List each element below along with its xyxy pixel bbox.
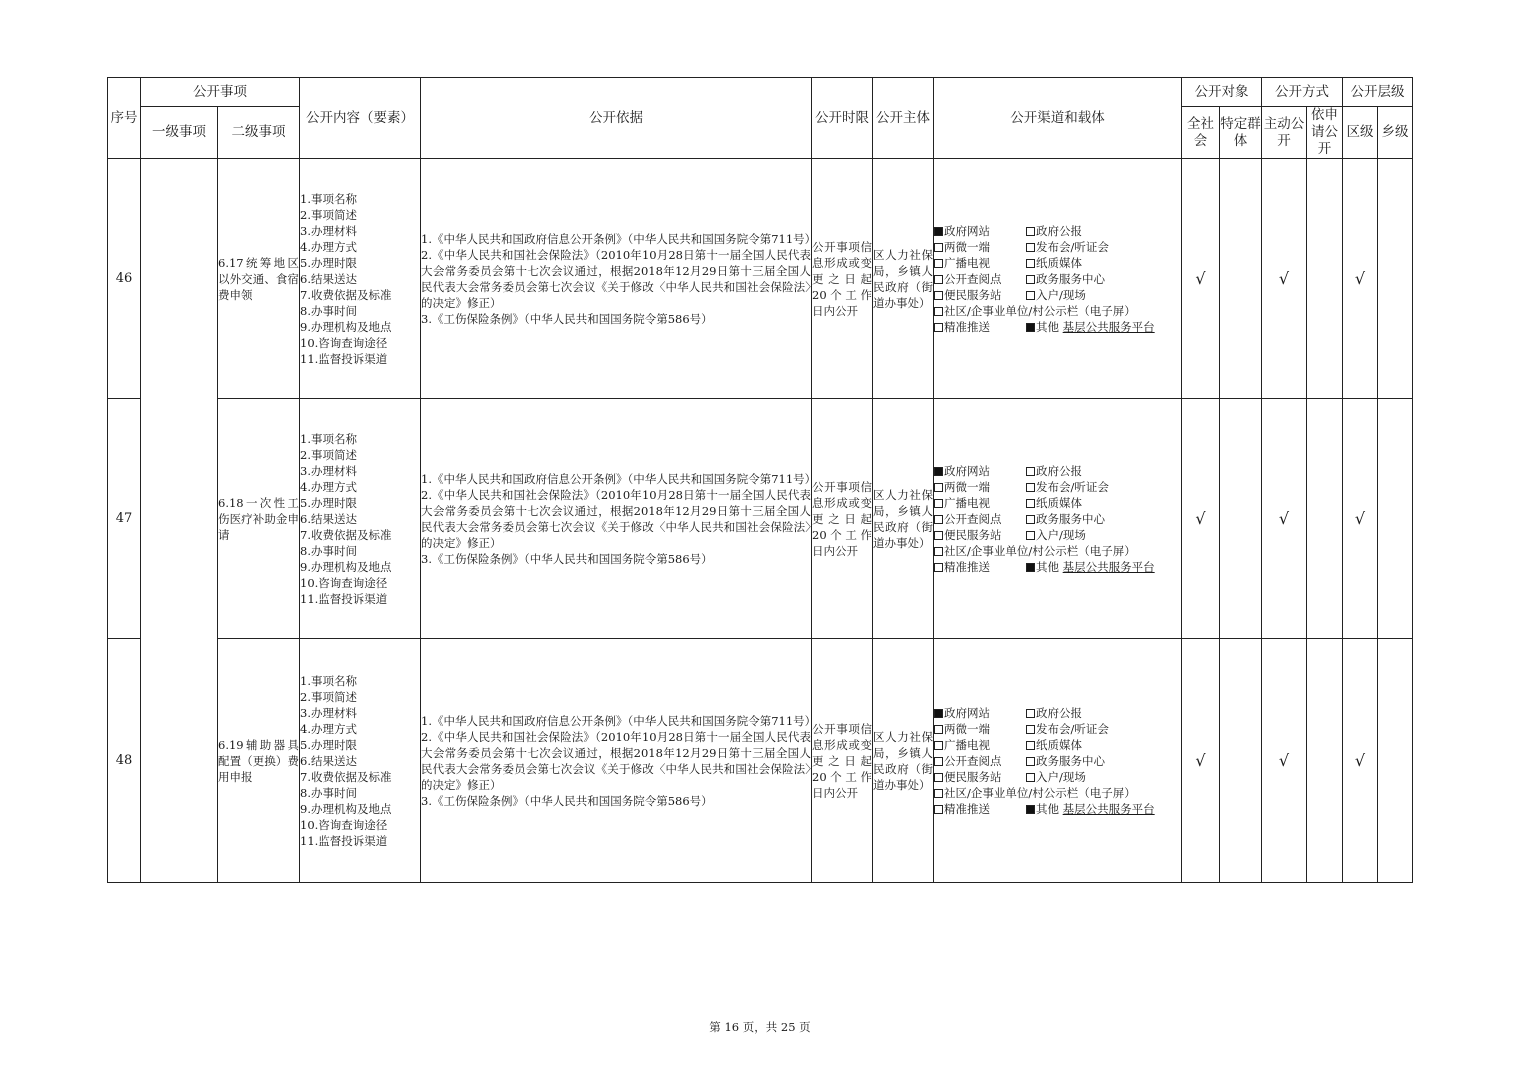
checkbox-icon xyxy=(1026,515,1035,524)
mark-all-society: √ xyxy=(1182,639,1220,883)
content-item: 6.结果送达 xyxy=(300,753,357,768)
channel-label: 政府公报 xyxy=(1036,223,1082,238)
channel-label: 其他 xyxy=(1036,319,1059,334)
checkbox-icon xyxy=(1026,243,1035,252)
channel-label: 社区/企事业单位/村公示栏（电子屏） xyxy=(944,303,1136,318)
header-seq: 序号 xyxy=(108,78,141,159)
content-item: 1.事项名称 xyxy=(300,191,357,206)
header-basis: 公开依据 xyxy=(421,78,812,159)
content-item: 3.办理材料 xyxy=(300,705,357,720)
channel-label: 政务服务中心 xyxy=(1036,753,1105,768)
header-level1: 一级事项 xyxy=(141,107,218,159)
header-level2: 二级事项 xyxy=(218,107,300,159)
content-item: 7.收费依据及标准 xyxy=(300,769,392,784)
channel-list xyxy=(934,159,1182,399)
mark-active: √ xyxy=(1262,399,1307,639)
checkbox-icon xyxy=(934,291,943,300)
content-item: 4.办理方式 xyxy=(300,239,357,254)
checkbox-icon xyxy=(1026,483,1035,492)
other-channel-text: 基层公共服务平台 xyxy=(1062,319,1155,334)
channel-row xyxy=(934,769,1181,785)
channel-row xyxy=(934,463,1181,479)
mark-on-request xyxy=(1307,639,1343,883)
channel-label: 纸质媒体 xyxy=(1036,255,1082,270)
mark-all-society: √ xyxy=(1182,159,1220,399)
content-item: 8.办事时间 xyxy=(300,785,357,800)
checkbox-icon xyxy=(934,467,943,476)
header-target-all: 全社会 xyxy=(1182,107,1220,159)
content-item: 4.办理方式 xyxy=(300,721,357,736)
checkbox-icon xyxy=(1026,275,1035,284)
mark-town xyxy=(1378,399,1413,639)
content-item: 7.收费依据及标准 xyxy=(300,287,392,302)
header-target-group: 公开对象 xyxy=(1182,78,1262,107)
content-item: 2.事项简述 xyxy=(300,447,357,462)
mark-active: √ xyxy=(1262,639,1307,883)
channel-row xyxy=(934,287,1181,303)
content-list xyxy=(300,399,421,639)
disclosure-subject: 区人力社保局，乡镇人民政府（街道办事处） xyxy=(873,639,934,883)
mark-specific-group xyxy=(1220,399,1262,639)
mark-district: √ xyxy=(1343,639,1378,883)
mark-town xyxy=(1378,639,1413,883)
table-row xyxy=(108,159,1413,399)
basis-item: 2.《中华人民共和国社会保险法》（2010年10月28日第十一届全国人民代表大会常务委员会第十七次会议通过，根据2018年12月29日第十三届全国人民代表大会常务委员会第七次会议《关于修改〈中华人民共和国社会保险法〉的决定》修正） xyxy=(421,729,811,792)
content-item: 2.事项简述 xyxy=(300,207,357,222)
checkbox-icon xyxy=(934,789,943,798)
time-limit: 公开事项信息形成或变更之日起20个工作日内公开 xyxy=(812,639,873,883)
header-level-district: 区级 xyxy=(1343,107,1378,159)
channel-label: 便民服务站 xyxy=(944,287,1002,302)
checkbox-icon xyxy=(934,275,943,284)
channel-label: 两微一端 xyxy=(944,239,990,254)
checkbox-icon xyxy=(934,307,943,316)
channel-label: 入户/现场 xyxy=(1036,769,1086,784)
content-item: 11.监督投诉渠道 xyxy=(300,833,388,848)
checkbox-icon xyxy=(1026,323,1035,332)
channel-row xyxy=(934,255,1181,271)
channel-row xyxy=(934,495,1181,511)
channel-row xyxy=(934,527,1181,543)
content-item: 2.事项简述 xyxy=(300,689,357,704)
content-list xyxy=(300,159,421,399)
channel-row xyxy=(934,239,1181,255)
checkbox-icon xyxy=(1026,805,1035,814)
checkbox-icon xyxy=(934,323,943,332)
level2-item: 6.18一次性工伤医疗补助金申请 xyxy=(218,399,300,639)
content-item: 11.监督投诉渠道 xyxy=(300,351,388,366)
channel-row xyxy=(934,223,1181,239)
header-level-group: 公开层级 xyxy=(1343,78,1413,107)
checkbox-icon xyxy=(1026,531,1035,540)
mark-town xyxy=(1378,159,1413,399)
channel-row xyxy=(934,737,1181,753)
checkbox-icon xyxy=(1026,757,1035,766)
channel-label: 政府公报 xyxy=(1036,463,1082,478)
channel-label: 其他 xyxy=(1036,801,1059,816)
checkbox-icon xyxy=(934,725,943,734)
content-item: 6.结果送达 xyxy=(300,511,357,526)
channel-label: 社区/企事业单位/村公示栏（电子屏） xyxy=(944,785,1136,800)
content-item: 5.办理时限 xyxy=(300,255,357,270)
basis-list xyxy=(421,399,817,639)
content-item: 9.办理机构及地点 xyxy=(300,319,392,334)
content-item: 10.咨询查询途径 xyxy=(300,575,388,590)
channel-list xyxy=(934,399,1182,639)
time-limit: 公开事项信息形成或变更之日起20个工作日内公开 xyxy=(812,159,873,399)
header-target-specific: 特定群体 xyxy=(1220,107,1262,159)
channel-label: 纸质媒体 xyxy=(1036,495,1082,510)
table-row xyxy=(108,639,1413,883)
checkbox-icon xyxy=(934,243,943,252)
checkbox-icon xyxy=(934,757,943,766)
content-item: 9.办理机构及地点 xyxy=(300,559,392,574)
header-method-group: 公开方式 xyxy=(1262,78,1343,107)
checkbox-icon xyxy=(934,499,943,508)
channel-label: 发布会/听证会 xyxy=(1036,721,1109,736)
channel-label: 政府网站 xyxy=(944,223,990,238)
disclosure-subject: 区人力社保局，乡镇人民政府（街道办事处） xyxy=(873,159,934,399)
header-method-request: 依申请公开 xyxy=(1307,107,1343,159)
channel-row xyxy=(934,785,1181,801)
channel-label: 社区/企事业单位/村公示栏（电子屏） xyxy=(944,543,1136,558)
checkbox-icon xyxy=(934,547,943,556)
row-number: 47 xyxy=(108,399,141,639)
checkbox-icon xyxy=(934,773,943,782)
channel-row xyxy=(934,753,1181,769)
basis-list xyxy=(421,159,817,399)
content-item: 5.办理时限 xyxy=(300,495,357,510)
content-item: 3.办理材料 xyxy=(300,463,357,478)
header-items-group: 公开事项 xyxy=(141,78,300,107)
content-item: 7.收费依据及标准 xyxy=(300,527,392,542)
checkbox-icon xyxy=(934,741,943,750)
channel-label: 政务服务中心 xyxy=(1036,271,1105,286)
channel-label: 政务服务中心 xyxy=(1036,511,1105,526)
mark-specific-group xyxy=(1220,159,1262,399)
mark-all-society: √ xyxy=(1182,399,1220,639)
channel-row xyxy=(934,801,1181,817)
header-time-limit: 公开时限 xyxy=(812,78,873,159)
channel-row xyxy=(934,543,1181,559)
checkbox-icon xyxy=(1026,499,1035,508)
mark-district: √ xyxy=(1343,399,1378,639)
basis-item: 3.《工伤保险条例》（中华人民共和国国务院令第586号） xyxy=(421,311,713,326)
checkbox-icon xyxy=(1026,563,1035,572)
page-footer: 第 16 页，共 25 页 xyxy=(709,1020,811,1034)
channel-label: 便民服务站 xyxy=(944,769,1002,784)
header-subject: 公开主体 xyxy=(873,78,934,159)
channel-label: 其他 xyxy=(1036,559,1059,574)
channel-label: 公开查阅点 xyxy=(944,511,1002,526)
content-item: 3.办理材料 xyxy=(300,223,357,238)
content-list xyxy=(300,639,421,883)
row-number: 48 xyxy=(108,639,141,883)
content-item: 1.事项名称 xyxy=(300,431,357,446)
channel-label: 广播电视 xyxy=(944,255,990,270)
mark-on-request xyxy=(1307,159,1343,399)
table-body xyxy=(108,159,1413,883)
other-channel-text: 基层公共服务平台 xyxy=(1062,559,1155,574)
channel-label: 两微一端 xyxy=(944,479,990,494)
checkbox-icon xyxy=(1026,709,1035,718)
checkbox-icon xyxy=(1026,773,1035,782)
checkbox-icon xyxy=(1026,259,1035,268)
checkbox-icon xyxy=(1026,725,1035,734)
disclosure-subject: 区人力社保局，乡镇人民政府（街道办事处） xyxy=(873,399,934,639)
basis-item: 1.《中华人民共和国政府信息公开条例》（中华人民共和国国务院令第711号） xyxy=(421,471,817,486)
level2-item: 6.17统筹地区以外交通、食宿费申领 xyxy=(218,159,300,399)
basis-item: 2.《中华人民共和国社会保险法》（2010年10月28日第十一届全国人民代表大会常务委员会第十七次会议通过，根据2018年12月29日第十三届全国人民代表大会常务委员会第七次会议《关于修改〈中华人民共和国社会保险法〉的决定》修正） xyxy=(421,247,811,310)
channel-label: 纸质媒体 xyxy=(1036,737,1082,752)
checkbox-icon xyxy=(1026,227,1035,236)
disclosure-table xyxy=(107,77,1413,883)
channel-label: 广播电视 xyxy=(944,495,990,510)
basis-list xyxy=(421,639,817,883)
channel-label: 政府网站 xyxy=(944,705,990,720)
content-item: 10.咨询查询途径 xyxy=(300,335,388,350)
content-item: 5.办理时限 xyxy=(300,737,357,752)
mark-on-request xyxy=(1307,399,1343,639)
basis-item: 3.《工伤保险条例》（中华人民共和国国务院令第586号） xyxy=(421,551,713,566)
checkbox-icon xyxy=(934,515,943,524)
channel-label: 广播电视 xyxy=(944,737,990,752)
content-item: 9.办理机构及地点 xyxy=(300,801,392,816)
channel-label: 精准推送 xyxy=(944,319,990,334)
basis-item: 2.《中华人民共和国社会保险法》（2010年10月28日第十一届全国人民代表大会常务委员会第十七次会议通过，根据2018年12月29日第十三届全国人民代表大会常务委员会第七次会议《关于修改〈中华人民共和国社会保险法〉的决定》修正） xyxy=(421,487,811,550)
mark-specific-group xyxy=(1220,639,1262,883)
channel-row xyxy=(934,303,1181,319)
table-row xyxy=(108,399,1413,639)
channel-row xyxy=(934,271,1181,287)
channel-row xyxy=(934,319,1181,335)
mark-district: √ xyxy=(1343,159,1378,399)
checkbox-icon xyxy=(1026,467,1035,476)
content-item: 4.办理方式 xyxy=(300,479,357,494)
header-level-town: 乡级 xyxy=(1378,107,1413,159)
channel-row xyxy=(934,559,1181,575)
other-channel-text: 基层公共服务平台 xyxy=(1062,801,1155,816)
channel-list xyxy=(934,639,1182,883)
channel-label: 精准推送 xyxy=(944,801,990,816)
checkbox-icon xyxy=(934,709,943,718)
channel-label: 便民服务站 xyxy=(944,527,1002,542)
channel-label: 公开查阅点 xyxy=(944,271,1002,286)
header-content: 公开内容（要素） xyxy=(300,78,421,159)
content-item: 8.办事时间 xyxy=(300,543,357,558)
content-item: 6.结果送达 xyxy=(300,271,357,286)
channel-label: 公开查阅点 xyxy=(944,753,1002,768)
channel-label: 入户/现场 xyxy=(1036,287,1086,302)
header-method-active: 主动公开 xyxy=(1262,107,1307,159)
channel-label: 发布会/听证会 xyxy=(1036,479,1109,494)
mark-active: √ xyxy=(1262,159,1307,399)
channel-row xyxy=(934,479,1181,495)
checkbox-icon xyxy=(934,563,943,572)
channel-row xyxy=(934,721,1181,737)
level2-item: 6.19辅助器具配置（更换）费用申报 xyxy=(218,639,300,883)
time-limit: 公开事项信息形成或变更之日起20个工作日内公开 xyxy=(812,399,873,639)
checkbox-icon xyxy=(934,805,943,814)
checkbox-icon xyxy=(934,531,943,540)
channel-label: 发布会/听证会 xyxy=(1036,239,1109,254)
channel-row xyxy=(934,705,1181,721)
channel-row xyxy=(934,511,1181,527)
content-item: 1.事项名称 xyxy=(300,673,357,688)
level1-item-cell xyxy=(141,159,218,883)
checkbox-icon xyxy=(1026,741,1035,750)
row-number: 46 xyxy=(108,159,141,399)
content-item: 10.咨询查询途径 xyxy=(300,817,388,832)
checkbox-icon xyxy=(934,227,943,236)
content-item: 8.办事时间 xyxy=(300,303,357,318)
checkbox-icon xyxy=(934,259,943,268)
basis-item: 1.《中华人民共和国政府信息公开条例》（中华人民共和国国务院令第711号） xyxy=(421,231,817,246)
basis-item: 1.《中华人民共和国政府信息公开条例》（中华人民共和国国务院令第711号） xyxy=(421,713,817,728)
channel-label: 政府公报 xyxy=(1036,705,1082,720)
header-channels: 公开渠道和载体 xyxy=(934,78,1182,159)
checkbox-icon xyxy=(1026,291,1035,300)
basis-item: 3.《工伤保险条例》（中华人民共和国国务院令第586号） xyxy=(421,793,713,808)
channel-label: 两微一端 xyxy=(944,721,990,736)
channel-label: 入户/现场 xyxy=(1036,527,1086,542)
channel-label: 政府网站 xyxy=(944,463,990,478)
content-item: 11.监督投诉渠道 xyxy=(300,591,388,606)
channel-label: 精准推送 xyxy=(944,559,990,574)
checkbox-icon xyxy=(934,483,943,492)
